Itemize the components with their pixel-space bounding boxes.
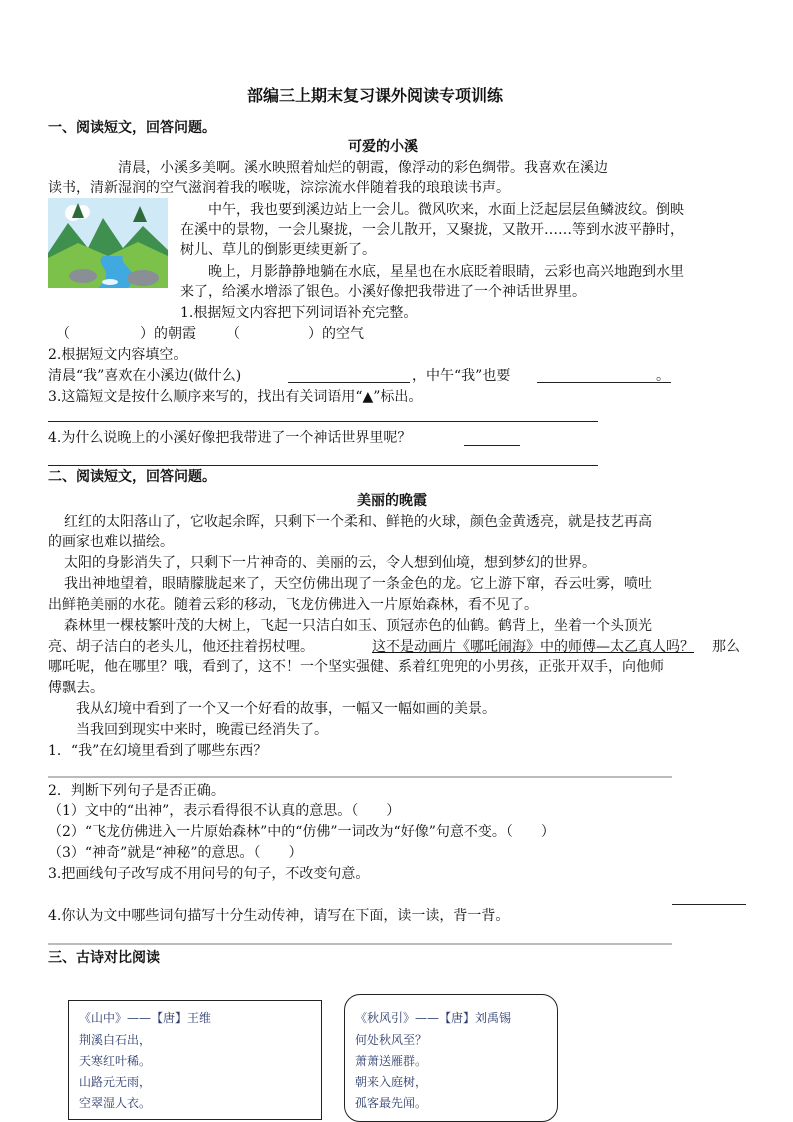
paragraph-line: 当我回到现实中来时，晚霞已经消失了。	[76, 722, 328, 738]
stream-illustration	[48, 198, 168, 288]
judgement-3: （3）“神奇”就是“神秘”的意思。（ ）	[48, 845, 303, 861]
paragraph-line: 的画家也难以描绘。	[48, 534, 174, 550]
answer-line[interactable]	[464, 445, 520, 446]
question-2: 2．判断下列句子是否正确。	[48, 783, 225, 799]
poem-line: 天寒红叶稀。	[79, 1054, 152, 1068]
q2-fill-end: 。	[656, 368, 670, 384]
paragraph-line: 那么	[712, 639, 740, 655]
poem-line: 空翠湿人衣。	[79, 1096, 152, 1110]
q1-blank-b-open: （	[226, 326, 240, 342]
question-3: 3.把画线句子改写成不用问号的句子，不改变句意。	[48, 866, 370, 882]
poem-line: 孤客最先闻。	[355, 1096, 428, 1110]
section-3-heading: 三、古诗对比阅读	[48, 950, 160, 966]
question-1: 1．“我”在幻境里看到了哪些东西？	[48, 743, 268, 759]
poem-box-shanzhong	[68, 1000, 322, 1120]
underlined-sentence: 这不是动画片《哪吒闹海》中的师傅—太乙真人吗？	[372, 639, 694, 655]
answer-line[interactable]	[672, 904, 746, 905]
judgement-2: （2）“飞龙仿佛进入一片原始森林”中的“仿佛”一词改为“好像”句意不变。（ ）	[48, 824, 555, 840]
paragraph-line: 太阳的身影消失了，只剩下一片神奇的、美丽的云，令人想到仙境，想到梦幻的世界。	[64, 555, 596, 571]
poem-box-qiufengyin	[344, 994, 558, 1122]
poem-line: 荆溪白石出，	[79, 1033, 152, 1047]
paragraph-line: 中午，我也要到溪边站上一会儿。微风吹来，水面上泛起层层鱼鳞波纹。倒映	[208, 202, 684, 218]
paragraph-line: 森林里一棵枝繁叶茂的大树上，飞起一只洁白如玉、顶冠赤色的仙鹤。鹤背上，坐着一个头顶光	[64, 618, 652, 634]
poem-line: 朝来入庭树，	[355, 1075, 428, 1089]
q2-fill-b-text: ，中午“我”也要	[412, 368, 511, 384]
answer-line[interactable]	[48, 776, 672, 778]
paragraph-line: 树儿、草儿的倒影更续更新了。	[180, 242, 376, 258]
q1-blank-b[interactable]	[242, 327, 306, 341]
paragraph-line: 我从幻境中看到了一个又一个好看的故事，一幅又一幅如画的美景。	[76, 701, 496, 717]
paragraph-line: 我出神地望着，眼睛朦胧起来了，天空仿佛出现了一条金色的龙。它上游下窜，吞云吐雾，喷吐	[64, 576, 652, 592]
answer-line[interactable]	[48, 465, 598, 466]
paragraph-line: 读书，清新湿润的空气滋润着我的喉咙，淙淙流水伴随着我的琅琅读书声。	[48, 180, 510, 196]
q2-fill-a-text: 清晨“我”喜欢在小溪边(做什么)	[48, 368, 242, 384]
section-2-heading: 二、阅读短文，回答问题。	[48, 469, 216, 485]
poem-title: 《山中》——【唐】王维	[79, 1011, 212, 1025]
q1-blank-a-close: ）的朝霞	[140, 326, 196, 342]
question-4: 4.你认为文中哪些词句描写十分生动传神，请写在下面，读一读，背一背。	[48, 908, 510, 924]
poem-line: 萧萧送雁群。	[355, 1054, 428, 1068]
paragraph-line: 哪吒呢，他在哪里？哦，看到了，这不！一个坚实强健、系着红兜兜的小男孩，正张开双手，向他师	[48, 659, 664, 675]
q2-blank-b[interactable]	[537, 382, 671, 383]
paragraph-line: 出鲜艳美丽的水花。随着云彩的移动，飞龙仿佛进入一片原始森林，看不见了。	[48, 597, 538, 613]
page-title: 部编三上期末复习课外阅读专项训练	[247, 86, 504, 105]
paragraph-line: 来了，给溪水增添了银色。小溪好像把我带进了一个神话世界里。	[180, 284, 586, 300]
q1-blank-b-close: ）的空气	[308, 326, 364, 342]
answer-line[interactable]	[48, 943, 672, 945]
answer-line[interactable]	[48, 421, 598, 422]
paragraph-line: 亮、胡子洁白的老头儿，他还拄着拐杖哩。	[48, 639, 314, 655]
q1-blank-a[interactable]	[72, 327, 136, 341]
paragraph-line: 红红的太阳落山了，它收起余晖，只剩下一个柔和、鲜艳的火球，颜色金黄透亮，就是技艺再高	[64, 514, 652, 530]
story-title-stream: 可爱的小溪	[348, 139, 418, 155]
q1-blank-a-open: （	[56, 326, 70, 342]
question-1: 1.根据短文内容把下列词语补充完整。	[180, 305, 418, 321]
poem-line: 何处秋风至？	[355, 1033, 428, 1047]
story-title-sunset: 美丽的晚霞	[357, 493, 427, 509]
judgement-1: （1）文中的“出神”，表示看得很不认真的意思。（ ）	[48, 803, 401, 819]
paragraph-line: 清晨，小溪多美啊。溪水映照着灿烂的朝霞，像浮动的彩色绸带。我喜欢在溪边	[118, 160, 608, 176]
question-4: 4.为什么说晚上的小溪好像把我带进了一个神话世界里呢？	[48, 430, 412, 446]
paragraph-line: 在溪中的景物，一会儿聚拢，一会儿散开，又聚拢，又散开……等到水波平静时，	[180, 222, 684, 238]
question-3: 3.这篇短文是按什么顺序来写的，找出有关词语用“▲”标出。	[48, 389, 423, 405]
poem-line: 山路元无雨，	[79, 1075, 152, 1089]
section-1-heading: 一、阅读短文，回答问题。	[48, 120, 216, 136]
paragraph-line: 晚上，月影静静地躺在水底，星星也在水底眨着眼睛，云彩也高兴地跑到水里	[208, 264, 684, 280]
poem-title: 《秋风引》——【唐】刘禹锡	[355, 1011, 512, 1025]
paragraph-line: 傅飘去。	[48, 680, 104, 696]
q2-blank-a[interactable]	[288, 382, 410, 383]
question-2: 2.根据短文内容填空。	[48, 347, 188, 363]
